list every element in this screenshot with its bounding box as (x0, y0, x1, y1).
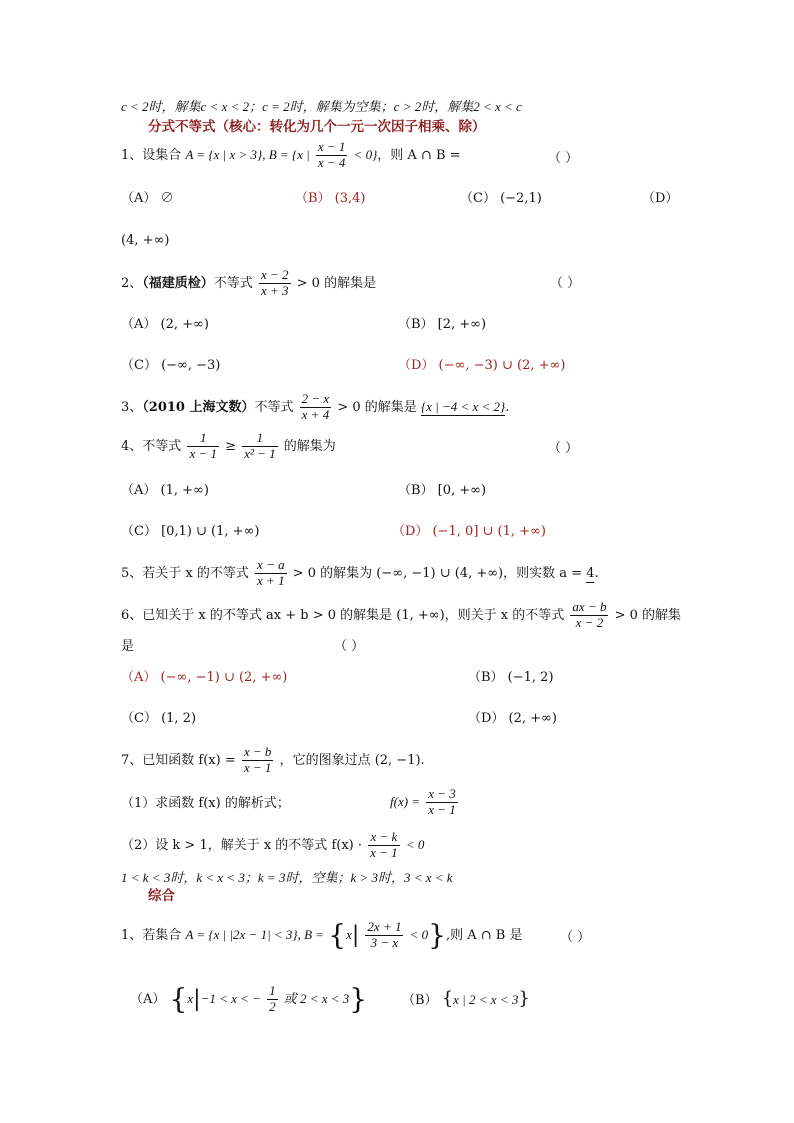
heading-text: 综合 (148, 888, 175, 904)
q-source: （福建质检） (142, 275, 214, 291)
option-text: （B） (−1, 2) (468, 670, 554, 685)
question-7 (121, 745, 425, 776)
fraction (368, 830, 400, 861)
q-text: 不等式 (254, 399, 294, 415)
option-label: （B） (402, 993, 438, 1008)
set-a: A = {x | |2x − 1| < 3}, B = (185, 926, 325, 942)
fraction (242, 745, 274, 776)
answer-paren (550, 277, 580, 290)
case-summary-text: c < 2时，解集c < x < 2；c = 2时，解集为空集；c > 2时，解集2 < x < c (121, 99, 522, 114)
set-b-post: < 0 (409, 926, 429, 942)
q4-option-d (392, 525, 546, 538)
brace-open: { (169, 982, 188, 1016)
brace-close: } (518, 988, 530, 1009)
q2-option-c (121, 359, 220, 372)
q-text: 不等式 (142, 438, 182, 454)
q-tail: 的解集为 (283, 438, 336, 454)
frac-den: x − 2 (575, 614, 604, 630)
question-6-cont (121, 640, 134, 653)
comprehensive-question-1 (121, 920, 522, 951)
frac-num: ax − b (572, 599, 607, 614)
q-num: 3、 (121, 399, 143, 415)
frac-den: x − 1 (189, 445, 217, 461)
frac-num: 1 (242, 431, 277, 447)
option-text: x | 2 < x < 3 (453, 992, 519, 1007)
q-text: 已知函数 f(x) = (142, 752, 236, 768)
q6-option-a (121, 671, 287, 684)
paren-text: （ ） (560, 930, 591, 945)
fraction (426, 787, 458, 818)
set-a: A = {x | x > 3} (185, 146, 263, 162)
set-b-post: < 0} (353, 146, 378, 162)
fraction (267, 984, 278, 1015)
bar: | (193, 986, 201, 1012)
option-text: （B） [2, +∞) (398, 317, 487, 332)
brace-close: } (349, 982, 368, 1016)
question-4 (121, 431, 336, 462)
fraction (187, 431, 219, 462)
question-5 (121, 558, 599, 589)
q-num: 5、 (121, 565, 143, 581)
fraction (259, 268, 291, 299)
q7-part-1-answer (390, 787, 460, 818)
option-text: （C） [0,1) ∪ (1, +∞) (121, 524, 260, 539)
option-text: （D） (−∞, −3) ∪ (2, +∞) (398, 358, 566, 373)
answer-paren (548, 152, 578, 165)
frac-den: 3 − x (370, 934, 399, 950)
q6-option-c (121, 712, 196, 725)
q-tail: > 0 的解集是 (296, 275, 377, 291)
frac-den: x + 1 (257, 572, 285, 588)
ge-sign: ≥ (225, 438, 237, 454)
option-text: （C） (−∞, −3) (121, 358, 221, 373)
option-label: （A） (130, 991, 166, 1007)
fraction (300, 392, 332, 423)
fraction (316, 140, 348, 171)
question-1 (121, 140, 461, 171)
q-tail: > 0 的解集 (614, 607, 682, 623)
z1-option-b (402, 990, 530, 1008)
frac-num: 1 (269, 983, 276, 998)
q-text: 不等式 (213, 275, 253, 291)
frac-num: x − 2 (260, 267, 289, 282)
option-text: （B） [0, +∞) (398, 483, 487, 498)
q7-part-2 (121, 830, 424, 861)
paren-text: （ ） (548, 441, 579, 456)
q2-option-b (398, 318, 486, 331)
q6-option-b (468, 671, 554, 684)
q1-option-d-value (121, 234, 169, 247)
paren-text: （ ） (334, 639, 365, 654)
option-text: （A） (1, +∞) (121, 483, 209, 498)
frac-den: x + 4 (301, 406, 330, 422)
option-text: （C） (1, 2) (121, 711, 197, 726)
part-tail: < 0 (405, 836, 425, 852)
fraction (570, 600, 608, 631)
frac-num: x − k (368, 830, 400, 846)
answer-paren (334, 640, 364, 653)
part-text: （2）设 k > 1，解关于 x 的不等式 f(x) · (121, 837, 362, 853)
fraction (255, 558, 287, 589)
option-post: 或 2 < x < 3 (283, 990, 350, 1006)
frac-num: 2x + 1 (367, 919, 402, 934)
frac-den: x − 1 (370, 844, 398, 860)
option-text: （C） (−2,1) (460, 191, 542, 206)
q4-option-b (398, 484, 486, 497)
option-pre: −1 < x < − (200, 990, 261, 1006)
q5-answer: 4 (586, 565, 595, 581)
set-var: x (346, 926, 352, 942)
answer-paren (548, 442, 578, 455)
section-heading-comprehensive (148, 890, 175, 904)
set-b-pre: , B = {x | (262, 146, 310, 162)
q-text: 是 (121, 639, 135, 654)
q-text: 设集合 (142, 147, 182, 163)
q4-option-a (121, 484, 209, 497)
frac-den: 2 (269, 998, 276, 1014)
brace-close: } (428, 918, 446, 952)
answer-pre: f(x) = (390, 793, 421, 809)
frac-den: x² − 1 (244, 445, 276, 461)
frac-den: x − 1 (243, 759, 272, 775)
q1-option-a (121, 192, 174, 205)
frac-num: x − b (243, 744, 272, 759)
option-text: （D） (−1, 0] ∪ (1, +∞) (392, 524, 546, 539)
option-text: （A） ∅ (121, 191, 174, 206)
q1-option-b (295, 192, 366, 205)
set-var: x (187, 990, 194, 1006)
question-3 (121, 392, 509, 423)
q-num: 2、 (121, 275, 143, 291)
q2-option-a (121, 318, 209, 331)
paren-text: （ ） (550, 276, 581, 291)
brace-open: { (328, 918, 347, 952)
option-text: （A） (−∞, −1) ∪ (2, +∞) (121, 670, 288, 685)
answer-text: 1 < k < 3时，k < x < 3；k = 3时，空集；k > 3时，3 < x < k (121, 870, 453, 885)
q-num: 6、 (121, 607, 143, 623)
q3-answer: {x | −4 < x < 2} (420, 398, 506, 414)
period: . (505, 399, 510, 415)
q-text: 已知关于 x 的不等式 ax + b > 0 的解集是 (1, +∞)，则关于 x 的不等式 (142, 607, 565, 623)
frac-num: 1 (187, 431, 219, 447)
frac-den: x + 3 (260, 282, 289, 298)
q-tail: ,则 A ∩ B 是 (445, 927, 523, 943)
fraction (242, 431, 277, 462)
q7-part-2-answer (121, 871, 453, 885)
q6-option-d (468, 712, 557, 725)
q-num: 7、 (121, 752, 143, 768)
q-tail: ，它的图象过点 (2, −1). (279, 752, 425, 768)
brace-open: { (441, 988, 454, 1009)
frac-num: x − a (257, 557, 285, 572)
fraction (365, 920, 403, 951)
q1-option-c (460, 192, 542, 205)
question-6 (121, 600, 681, 631)
option-text: (4, +∞) (121, 233, 170, 248)
q-num: 1、 (121, 927, 143, 943)
q-source: （2010 上海文数） (142, 399, 255, 415)
z1-option-a (130, 984, 367, 1015)
frac-num: x − 3 (428, 786, 456, 801)
option-text: （D） (2, +∞) (468, 711, 557, 726)
frac-num: x − 1 (317, 139, 346, 154)
q1-option-d (642, 192, 678, 205)
frac-den: x − 1 (428, 801, 456, 817)
q-text: 若集合 (142, 927, 182, 943)
option-text: （D） (642, 191, 679, 206)
case-summary-line (121, 100, 522, 114)
part-text: （1）求函数 f(x) 的解析式； (121, 796, 290, 811)
q-tail: > 0 的解集是 (337, 399, 417, 415)
q7-part-1 (121, 797, 290, 810)
option-text: （A） (2, +∞) (121, 317, 209, 332)
q4-option-c (121, 525, 259, 538)
q-num: 1、 (121, 147, 143, 163)
period: . (594, 565, 599, 581)
paren-text: （ ） (548, 151, 579, 166)
q-tail: ，则 A ∩ B = (377, 147, 461, 163)
q-text: 若关于 x 的不等式 (142, 565, 249, 581)
answer-paren (560, 931, 590, 944)
q-num: 4、 (121, 438, 143, 454)
frac-den: x − 4 (317, 154, 346, 170)
frac-num: 2 − x (301, 391, 330, 406)
option-text: （B） (3,4) (295, 191, 366, 206)
question-2 (121, 268, 376, 299)
bar: | (351, 922, 360, 948)
section-heading-fractional (148, 121, 486, 135)
q-tail: > 0 的解集为 (−∞, −1) ∪ (4, +∞)，则实数 a = (292, 565, 583, 581)
q2-option-d (398, 359, 565, 372)
heading-text: 分式不等式（核心：转化为几个一元一次因子相乘、除） (148, 119, 486, 135)
